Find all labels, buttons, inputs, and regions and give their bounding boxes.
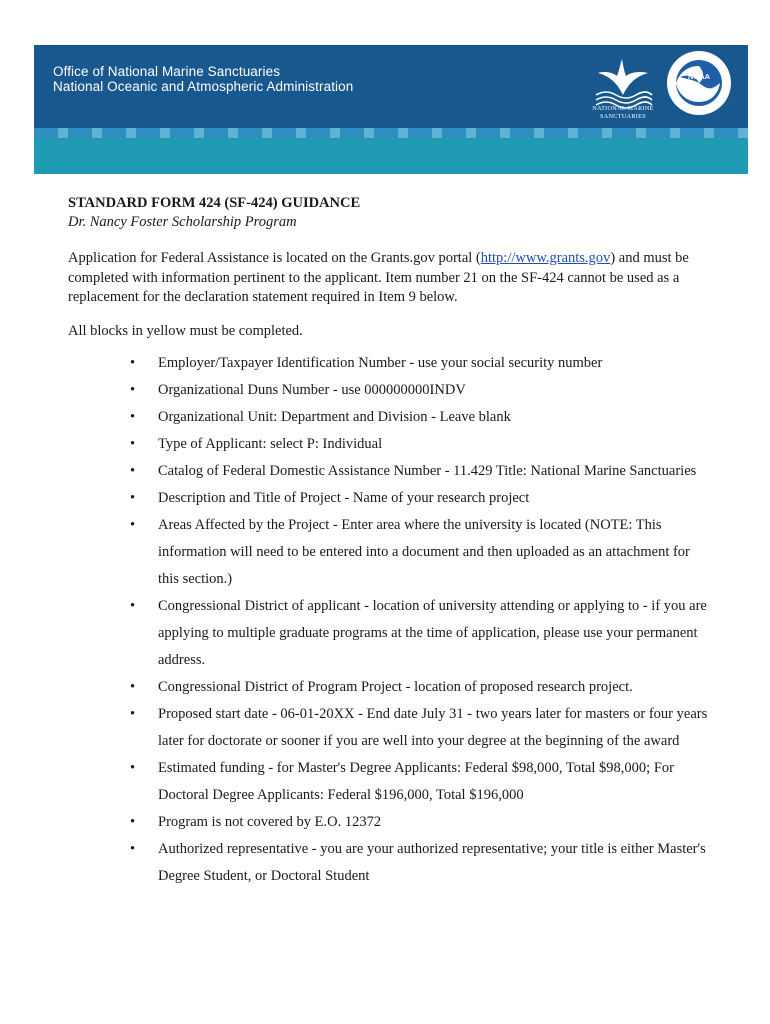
- bullet-icon: •: [130, 841, 136, 857]
- document-body: [68, 194, 708, 890]
- bullet-icon: •: [130, 598, 136, 614]
- list-item-text: Congressional District of Program Project - location of proposed research project.: [158, 679, 633, 695]
- list-item: [68, 701, 708, 755]
- bullet-icon: •: [130, 409, 136, 425]
- list-item: [68, 404, 708, 431]
- list-item: [68, 809, 708, 836]
- bullet-icon: •: [130, 706, 136, 722]
- bullet-icon: •: [130, 382, 136, 398]
- bullet-icon: •: [130, 814, 136, 830]
- list-item-text: Catalog of Federal Domestic Assistance Number - 11.429 Title: National Marine Sanctuaries: [158, 463, 697, 479]
- list-item-text: Description and Title of Project - Name of your research project: [158, 490, 530, 506]
- list-item-text: Organizational Unit: Department and Division - Leave blank: [158, 409, 511, 425]
- bullet-icon: •: [130, 679, 136, 695]
- guidance-list: [68, 350, 708, 890]
- bullet-icon: •: [130, 760, 136, 776]
- yellow-blocks-note: All blocks in yellow must be completed.: [68, 322, 303, 339]
- intro-text-after: ) and must be completed with information pertinent to the applicant. Item number 21 on the SF-424 cannot be used as a replacement for the declaration statement required in Item 9 below.: [68, 250, 689, 305]
- list-item-text: Program is not covered by E.O. 12372: [158, 814, 382, 830]
- noaa-logo-icon: [666, 50, 732, 116]
- list-item-text: Type of Applicant: select P: Individual: [158, 436, 383, 452]
- document-subtitle: Dr. Nancy Foster Scholarship Program: [68, 214, 297, 230]
- list-item: [68, 836, 708, 890]
- list-item: [68, 458, 708, 485]
- list-item-text: Estimated funding - for Master's Degree Applicants: Federal $98,000, Total $98,000; For Doctoral Degree Applicants: Federal $196,000, Total $196,000: [158, 760, 674, 803]
- list-item-text: Organizational Duns Number - use 000000000INDV: [158, 382, 466, 398]
- list-item-text: Employer/Taxpayer Identification Number - use your social security number: [158, 355, 603, 371]
- intro-text-before: Application for Federal Assistance is located on the Grants.gov portal (: [68, 250, 481, 266]
- list-item: [68, 512, 708, 593]
- list-item: [68, 755, 708, 809]
- banner-bottom: [34, 138, 748, 174]
- banner-stripe: [34, 128, 748, 138]
- list-item: [68, 431, 708, 458]
- bullet-icon: •: [130, 463, 136, 479]
- list-item-text: Areas Affected by the Project - Enter area where the university is located (NOTE: This information will need to be entered into a document and then uploaded as an attachment for this section.): [158, 517, 690, 587]
- list-item-text: Proposed start date - 06-01-20XX - End date July 31 - two years later for masters or four years later for doctorate or sooner if you are well into your degree at the beginning of the award: [158, 706, 708, 749]
- sanctuaries-logo-text: NATIONAL MARINE: [592, 105, 654, 112]
- noaa-logo-text: NOAA: [687, 72, 711, 81]
- list-item-text: Authorized representative - you are your authorized representative; your title is either Master's Degree Student, or Doctoral Student: [158, 841, 706, 884]
- document-title: STANDARD FORM 424 (SF-424) GUIDANCE: [68, 195, 361, 211]
- intro-paragraph: [68, 249, 708, 308]
- list-item: [68, 485, 708, 512]
- grants-gov-link[interactable]: http://www.grants.gov: [480, 250, 611, 266]
- list-item: [68, 674, 708, 701]
- bullet-icon: •: [130, 436, 136, 452]
- bullet-icon: •: [130, 517, 136, 533]
- header-banner: [34, 45, 748, 174]
- bullet-icon: •: [130, 490, 136, 506]
- agency-name: National Oceanic and Atmospheric Administration: [53, 79, 354, 94]
- bullet-icon: •: [130, 355, 136, 371]
- sanctuaries-logo-text: SANCTUARIES: [600, 113, 646, 120]
- list-item: [68, 377, 708, 404]
- list-item: [68, 350, 708, 377]
- office-name: Office of National Marine Sanctuaries: [53, 64, 281, 79]
- list-item-text: Congressional District of applicant - location of university attending or applying to - if you are applying to multiple graduate programs at the time of application, please use your permanent address.: [158, 598, 707, 668]
- list-item: [68, 593, 708, 674]
